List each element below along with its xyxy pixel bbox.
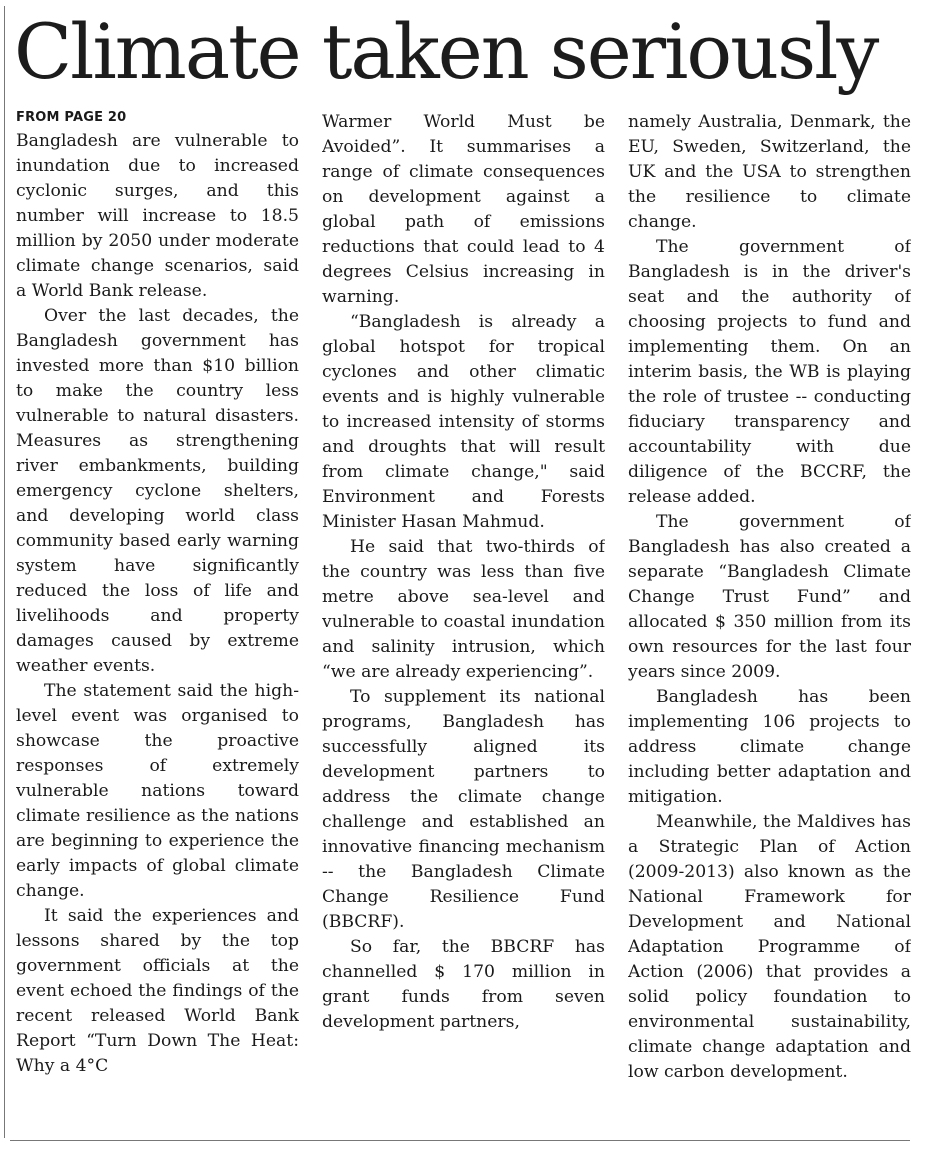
continued-from-kicker: FROM PAGE 20 — [16, 110, 127, 125]
paragraph: Bangladesh are vulnerable to inundation due to increased cyclonic surges, and this number will increase to 18.5 million by 2050 under moderate climate change scenarios, said a World Bank release. — [16, 131, 299, 301]
paragraph: The statement said the high-level event was organised to showcase the proactive responses of extremely vulnerable nations toward climate resilience as the nations are beginning to experience the early impacts of global climate change. — [16, 681, 299, 901]
paragraph: namely Australia, Denmark, the EU, Sweden, Switzerland, the UK and the USA to strengthen the resilience to climate change. — [628, 112, 911, 232]
paragraph: The government of Bangladesh is in the driver's seat and the authority of choosing projects to fund and implementing them. On an interim basis, the WB is playing the role of trustee -- conducting fiduciary transparency and accountability with due diligence of the BCCRF, the release added. — [628, 237, 911, 507]
paragraph: Bangladesh has been implementing 106 projects to address climate change including better adaptation and mitigation. — [628, 687, 911, 807]
paragraph: The government of Bangladesh has also created a separate “Bangladesh Climate Change Trust Fund” and allocated $ 350 million from its own resources for the last four years since 2009. — [628, 512, 911, 682]
article-column-3 — [628, 110, 911, 1140]
left-column-rule — [4, 6, 5, 1138]
paragraph: It said the experiences and lessons shared by the top government officials at the event echoed the findings of the recent released World Bank Report “Turn Down The Heat: Why a 4°C — [16, 906, 299, 1076]
paragraph: Over the last decades, the Bangladesh government has invested more than $10 billion to make the country less vulnerable to natural disasters. Measures as strengthening river embankments, building emergency cyclone shelters, and developing world class community based early warning system have significantly reduced the loss of life and livelihoods and property damages caused by extreme weather events. — [16, 306, 299, 676]
headline: Climate taken seriously — [14, 7, 878, 96]
paragraph: He said that two-thirds of the country was less than five metre above sea-level and vulnerable to coastal inundation and salinity intrusion, which “we are already experiencing”. — [322, 537, 605, 682]
article-column-2 — [322, 110, 605, 1140]
paragraph: To supplement its national programs, Bangladesh has successfully aligned its development partners to address the climate change challenge and established an innovative financing mechanism -- the Bangladesh Climate Change Resilience Fund (BBCRF). — [322, 687, 605, 932]
paragraph: So far, the BBCRF has channelled $ 170 million in grant funds from seven development partners, — [322, 937, 605, 1032]
paragraph: Meanwhile, the Maldives has a Strategic Plan of Action (2009-2013) also known as the National Framework for Development and National Adaptation Programme of Action (2006) that provides a solid policy foundation to environmental sustainability, climate change adaptation and low carbon development. — [628, 812, 911, 1082]
bottom-rule — [10, 1140, 910, 1141]
article-column-1 — [16, 110, 299, 1140]
paragraph: Warmer World Must be Avoided”. It summarises a range of climate consequences on development against a global path of emissions reductions that could lead to 4 degrees Celsius increasing in warning. — [322, 112, 605, 307]
paragraph: “Bangladesh is already a global hotspot for tropical cyclones and other climatic events and is highly vulnerable to increased intensity of storms and droughts that will result from climate change," said Environment and Forests Minister Hasan Mahmud. — [322, 312, 605, 532]
